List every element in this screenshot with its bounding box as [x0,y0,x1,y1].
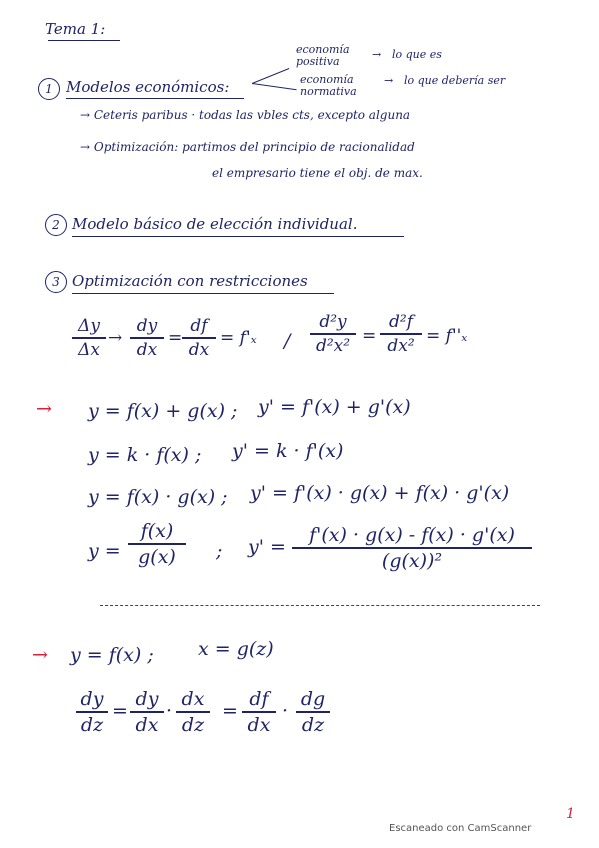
section1-heading: Modelos económicos: [66,78,230,96]
multiply-dot: · [166,700,173,722]
dgdz-fraction [296,688,330,736]
section-number-3: 3 [45,271,67,293]
dg-num: dg [300,688,326,710]
section2-underline [72,236,404,237]
fraction-bar [176,711,210,713]
quotient-derivative-fraction [292,524,532,572]
quotient-den: g(x) [138,545,176,568]
dashed-divider [100,605,540,606]
dydz-fraction [76,688,108,736]
delta-arrow: → [108,328,123,348]
dx-den: dx [136,339,158,360]
quotient-num: f(x) [140,520,174,542]
d2f-num: d²f [389,312,413,332]
quotient-yp-eq: y' = [248,536,286,558]
dfdx-fraction [182,316,216,360]
multiply-dot: · [282,700,289,722]
rule-product-lhs: y = f(x) · g(x) ; [88,486,228,508]
bullet-ceteris: → Ceteris paribus · todas las vbles cts, excepto alguna [80,108,411,122]
equals-sign: = [112,700,128,722]
dx-den: dx [188,339,210,360]
d2x2-den: d²x² [315,335,351,356]
df-num: df [249,688,269,710]
dx-den: dx [247,713,271,736]
rule-sum-lhs: y = f(x) + g(x) ; [88,400,238,422]
separator-slash: / [284,330,291,352]
dy-num: dy [135,688,159,710]
branch-normative-label: economía normativa [300,73,357,98]
arrow-marker: → [36,398,52,420]
fraction-bar [130,337,164,339]
equals-sign: = [168,328,183,348]
section3-underline [72,293,334,294]
chain-line1b: x = g(z) [198,638,274,660]
title-underline [48,40,120,41]
fraction-bar [130,711,164,713]
page-mark: 1 [566,806,575,822]
section3-heading: Optimización con restricciones [72,272,308,290]
delta-den: Δx [78,339,100,360]
fraction-bar [242,711,276,713]
branch-normative-arrow: → [384,74,394,87]
branch-normative-meaning: lo que debería ser [404,74,506,87]
fraction-bar [292,547,532,549]
section-number-1: 1 [38,78,60,100]
delta-fraction [72,316,106,360]
dz-den: dz [301,713,325,736]
branch-positive-meaning: lo que es [392,48,442,61]
d2y-num: d²y [319,312,347,332]
section2-heading: Modelo básico de elección individual. [72,215,358,233]
fdoubleprime-x: = f''ₓ [426,326,468,346]
dz-den: dz [80,713,104,736]
page-title: Tema 1: [45,20,106,38]
equals-sign: = [362,326,377,346]
fraction-bar [76,711,108,713]
quotient-fraction [128,520,186,568]
delta-num: Δy [78,316,100,336]
rule-const-rhs: y' = k · f'(x) [232,440,344,462]
dydx-fraction [130,316,164,360]
branch-positive-arrow: → [372,48,382,61]
bullet-empresario: el empresario tiene el obj. de max. [212,166,423,180]
rule-product-rhs: y' = f'(x) · g(x) + f(x) · g'(x) [250,482,510,504]
branch-line-upper [252,68,289,84]
quotient-derivative-den: (g(x))² [381,549,443,572]
dxdz-fraction [176,688,210,736]
quotient-y-eq: y = [88,540,121,562]
arrow-marker: → [32,644,48,666]
rule-sum-rhs: y' = f'(x) + g'(x) [258,396,411,418]
rule-const-lhs: y = k · f(x) ; [88,444,202,466]
d2y-fraction [310,312,356,356]
dx-den: dx [135,713,159,736]
fraction-bar [128,543,186,545]
branch-positive-label: economía positiva [296,43,350,68]
dy-num: dy [136,316,158,336]
quotient-derivative-num: f'(x) · g(x) - f(x) · g'(x) [309,524,515,546]
dfdx-fraction [242,688,276,736]
section-number-2: 2 [45,214,67,236]
fraction-bar [380,333,422,335]
scanner-watermark: Escaneado con CamScanner [389,823,532,834]
quotient-separator: ; [216,540,223,562]
fraction-bar [72,337,106,339]
dydx-fraction [130,688,164,736]
dz-den: dz [181,713,205,736]
chain-line1: y = f(x) ; [70,644,154,666]
df-num: df [190,316,208,336]
branch-line-lower [252,83,297,90]
section1-underline [66,98,244,99]
dx2-den: dx² [387,335,415,356]
fprime-x: = f'ₓ [220,328,257,348]
dy-num: dy [80,688,104,710]
fraction-bar [182,337,216,339]
fraction-bar [296,711,330,713]
dx-num: dx [181,688,205,710]
fraction-bar [310,333,356,335]
bullet-optimizacion: → Optimización: partimos del principio de racionalidad [80,140,415,154]
equals-sign: = [222,700,238,722]
d2f-fraction [380,312,422,356]
